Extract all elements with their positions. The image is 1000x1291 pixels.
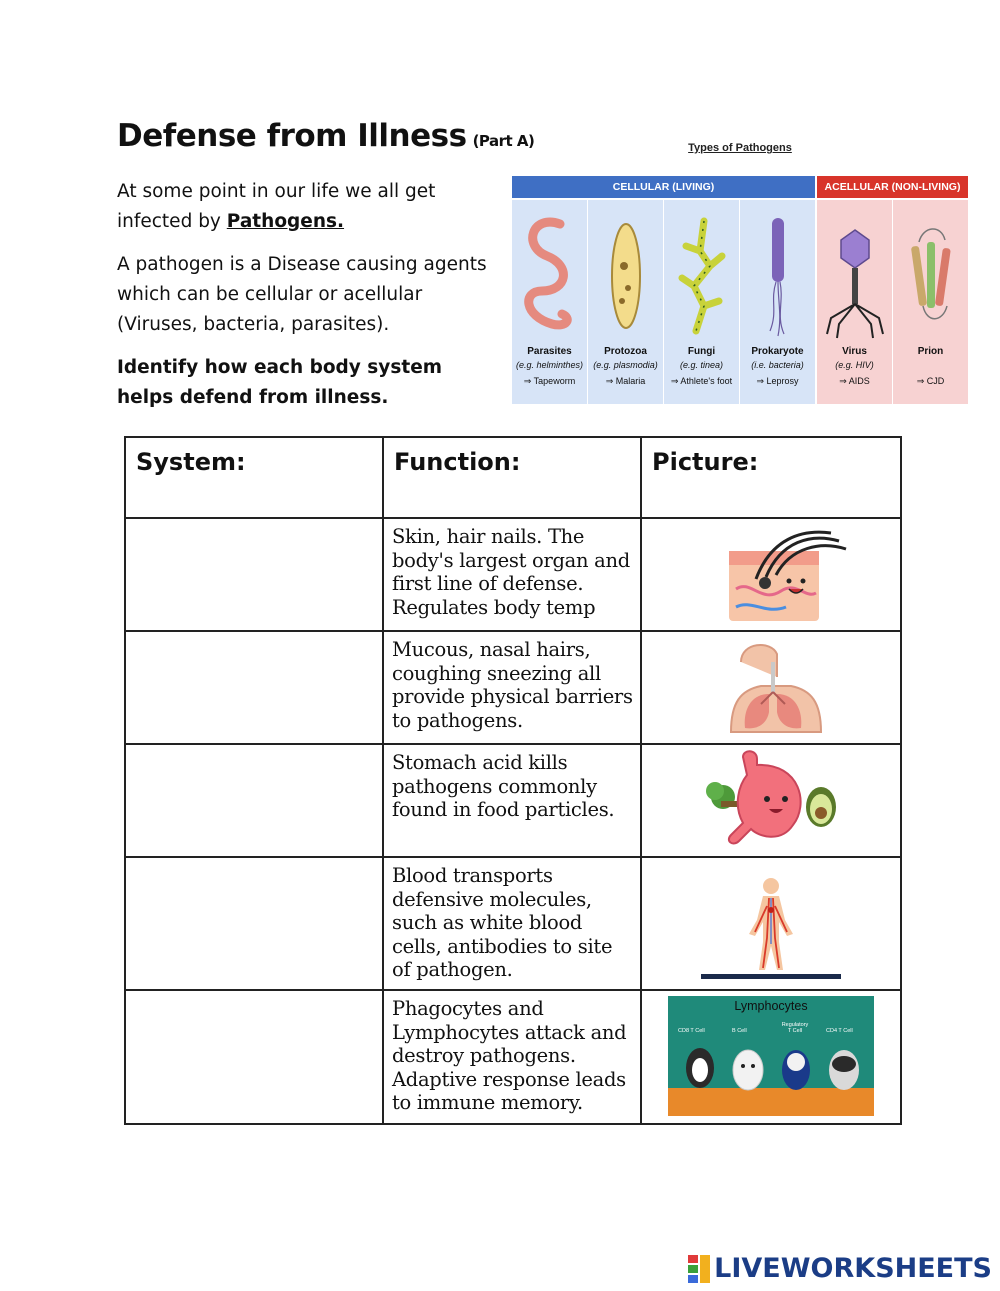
table-row	[125, 518, 901, 631]
liveworksheets-logo	[688, 1253, 992, 1284]
protozoa-icon	[588, 206, 663, 346]
worm-icon	[512, 206, 587, 346]
virus-icon	[817, 206, 892, 346]
system-answer-cell[interactable]	[125, 990, 383, 1124]
system-answer-cell[interactable]	[125, 857, 383, 990]
pathogen-fungi	[664, 200, 739, 404]
pathogen-disease: ⇒ Athlete's foot	[670, 376, 733, 386]
pathogen-protozoa	[588, 200, 663, 404]
table-header-row	[125, 437, 901, 518]
title-text: Defense from Illness	[117, 118, 467, 154]
table-row	[125, 631, 901, 744]
fungi-icon	[664, 206, 739, 346]
lymph-label: Regulatory T Cell	[781, 1022, 809, 1034]
table-row	[125, 990, 901, 1124]
pathogen-name: Virus	[842, 346, 867, 357]
pathogen-example: (i.e. bacteria)	[751, 360, 804, 370]
skin-illustration-icon	[681, 519, 861, 624]
system-answer-cell[interactable]	[125, 518, 383, 631]
intro-paragraph-1	[117, 177, 487, 237]
brand-name: LIVEWORKSHEETS	[714, 1253, 992, 1284]
function-cell: Mucous, nasal hairs, coughing sneezing all provide physical barriers to pathogens.	[383, 631, 641, 744]
logo-mark-icon	[688, 1255, 710, 1283]
prion-icon	[893, 206, 968, 346]
lymphocytes-caption: Lymphocytes	[734, 999, 808, 1013]
table-row	[125, 857, 901, 990]
pathogen-name: Protozoa	[604, 346, 647, 357]
table-row	[125, 744, 901, 857]
pathogen-example: (e.g. helminthes)	[515, 360, 584, 370]
lymph-label: CD4 T Cell	[826, 1028, 853, 1034]
header-system: System:	[125, 437, 383, 518]
pathogen-disease: ⇒ AIDS	[839, 376, 870, 386]
body-systems-table	[124, 436, 902, 1125]
pathogen-example: (e.g. plasmodia)	[593, 360, 658, 370]
intro-p1-text: At some point in our life we all get infected by	[117, 181, 436, 232]
lymphocytes-illustration	[668, 996, 874, 1116]
pathogen-example: (e.g. tinea)	[679, 360, 724, 370]
lymph-label: B Cell	[732, 1028, 747, 1034]
page-title	[117, 118, 534, 154]
picture-cell	[641, 857, 901, 990]
pathogen-example: (e.g. HIV)	[835, 360, 874, 370]
lymph-label: CD8 T Cell	[678, 1028, 705, 1034]
title-part: (Part A)	[472, 132, 535, 150]
pathogen-name: Prokaryote	[751, 346, 804, 357]
picture-cell	[641, 744, 901, 857]
cells-cartoon-icon	[668, 996, 874, 1116]
pathogen-name: Parasites	[527, 346, 572, 357]
circulatory-system-icon	[681, 858, 861, 983]
instructions: Identify how each body system helps defend from illness.	[117, 357, 443, 408]
picture-cell	[641, 518, 901, 631]
pathogen-types-figure	[512, 140, 968, 404]
function-cell: Stomach acid kills pathogens commonly found in food particles.	[383, 744, 641, 857]
picture-cell	[641, 631, 901, 744]
acellular-banner: ACELLULAR (NON-LIVING)	[817, 176, 968, 198]
function-cell: Skin, hair nails. The body's largest organ and first line of defense. Regulates body temp	[383, 518, 641, 631]
pathogen-virus	[817, 200, 892, 404]
lungs-icon	[681, 632, 861, 737]
pathogen-parasites	[512, 200, 587, 404]
pathogens-term: Pathogens.	[226, 211, 345, 232]
header-function: Function:	[383, 437, 641, 518]
header-picture: Picture:	[641, 437, 901, 518]
bacterium-icon	[740, 206, 815, 346]
stomach-icon	[681, 745, 861, 850]
cellular-banner: CELLULAR (LIVING)	[512, 176, 815, 198]
pathogen-prion	[893, 200, 968, 404]
function-cell: Blood transports defensive molecules, such as white blood cells, antibodies to site of pathogen.	[383, 857, 641, 990]
function-cell: Phagocytes and Lymphocytes attack and destroy pathogens. Adaptive response leads to immune memory.	[383, 990, 641, 1124]
pathogen-prokaryote	[740, 200, 815, 404]
pathogen-disease: ⇒ Malaria	[605, 376, 646, 386]
pathogen-name: Fungi	[687, 346, 716, 357]
system-answer-cell[interactable]	[125, 744, 383, 857]
pathogen-disease: ⇒ CJD	[916, 376, 945, 386]
figure-title: Types of Pathogens	[688, 142, 792, 154]
system-answer-cell[interactable]	[125, 631, 383, 744]
intro-paragraph-2: A pathogen is a Disease causing agents which can be cellular or acellular (Viruses, bacteria, parasites).	[117, 254, 487, 335]
pathogen-name: Prion	[917, 346, 944, 357]
pathogen-disease: ⇒ Leprosy	[756, 376, 799, 386]
pathogen-disease: ⇒ Tapeworm	[523, 376, 576, 386]
picture-cell	[641, 990, 901, 1124]
